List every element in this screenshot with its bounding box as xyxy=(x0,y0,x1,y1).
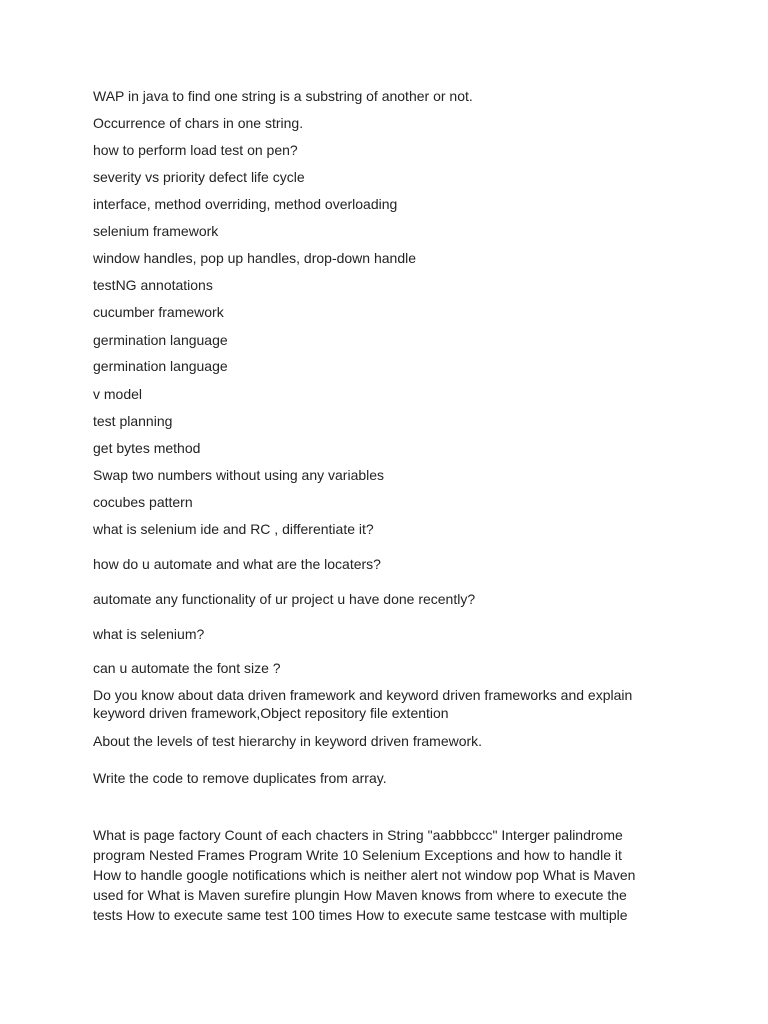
paragraph-line: used for What is Maven surefire plungin How Maven knows from where to execute the xyxy=(93,887,627,903)
question-line: interface, method overriding, method overloading xyxy=(93,196,398,212)
paragraph-line: tests How to execute same test 100 times How to execute same testcase with multiple xyxy=(93,907,628,923)
question-line: Swap two numbers without using any variables xyxy=(93,467,385,483)
question-line: Write the code to remove duplicates from array. xyxy=(93,770,387,786)
question-line: how do u automate and what are the locaters? xyxy=(93,556,381,572)
paragraph-line: Do you know about data driven framework and keyword driven frameworks and explain xyxy=(93,687,633,703)
question-line: how to perform load test on pen? xyxy=(93,142,298,158)
question-line: get bytes method xyxy=(93,440,201,456)
question-line: germination language xyxy=(93,358,228,374)
question-line: Occurrence of chars in one string. xyxy=(93,115,304,131)
question-line: cucumber framework xyxy=(93,304,224,320)
question-line: automate any functionality of ur project u have done recently? xyxy=(93,591,476,607)
final-paragraph xyxy=(93,825,673,925)
question-line: what is selenium? xyxy=(93,626,205,642)
question-line: testNG annotations xyxy=(93,277,213,293)
question-line: cocubes pattern xyxy=(93,494,193,510)
question-line: window handles, pop up handles, drop-down handle xyxy=(93,250,417,266)
question-line: About the levels of test hierarchy in keyword driven framework. xyxy=(93,733,483,749)
question-line: what is selenium ide and RC , differentiate it? xyxy=(93,521,374,537)
question-line: v model xyxy=(93,386,143,402)
question-line: germination language xyxy=(93,332,228,348)
question-line: severity vs priority defect life cycle xyxy=(93,169,305,185)
paragraph-line: program Nested Frames Program Write 10 Selenium Exceptions and how to handle it xyxy=(93,847,622,863)
question-line: can u automate the font size ? xyxy=(93,660,281,676)
question-line: WAP in java to find one string is a substring of another or not. xyxy=(93,88,473,104)
data-driven-paragraph xyxy=(93,686,673,722)
question-line: test planning xyxy=(93,413,173,429)
question-line: selenium framework xyxy=(93,223,219,239)
paragraph-line: keyword driven framework,Object repository file extention xyxy=(93,705,449,721)
paragraph-line: What is page factory Count of each chacters in String "aabbbccc" Interger palindrome xyxy=(93,827,623,843)
paragraph-line: How to handle google notifications which is neither alert not window pop What is Maven xyxy=(93,867,636,883)
